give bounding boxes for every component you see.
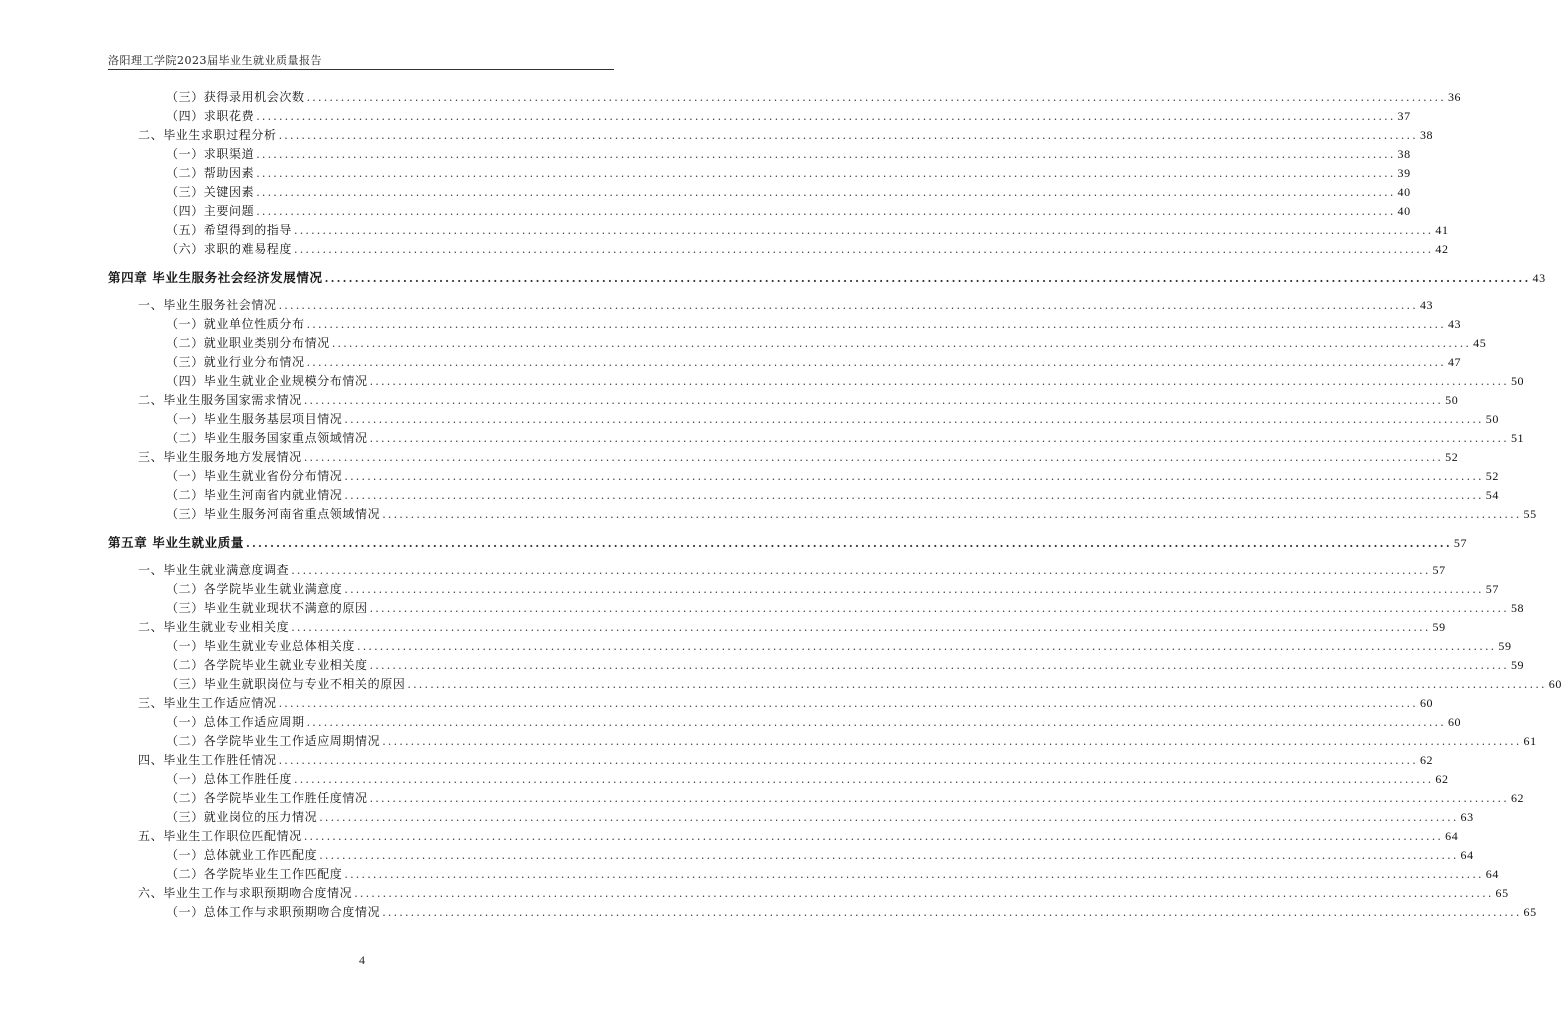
toc-entry[interactable] [166, 770, 1449, 789]
toc-entry-label: （三）毕业生就职岗位与专业不相关的原因 [166, 677, 406, 691]
toc-dot-leader: ........................................................................................................................................................................................................ [407, 678, 1547, 691]
toc-entry-label: （六）求职的难易程度 [166, 242, 293, 256]
toc-entry-label: 二、毕业生求职过程分析 [138, 128, 277, 142]
toc-dot-leader: ........................................................................................................................................................................................................ [306, 91, 1446, 104]
toc-dot-leader: ........................................................................................................................................................................................................ [256, 148, 1396, 161]
toc-dot-leader: ........................................................................................................................................................................................................ [278, 299, 1418, 312]
toc-dot-leader: ........................................................................................................................................................................................................ [303, 394, 1444, 407]
toc-entry-page: 59 [1432, 620, 1446, 634]
toc-dot-leader: ........................................................................................................................................................................................................ [382, 735, 1522, 748]
toc-dot-leader: ........................................................................................................................................................................................................ [344, 583, 1484, 596]
toc-entry-page: 57 [1453, 536, 1468, 550]
toc-entry-page: 45 [1473, 336, 1487, 350]
toc-entry-label: （一）毕业生服务基层项目情况 [166, 412, 343, 426]
toc-entry-page: 40 [1397, 204, 1411, 218]
toc-entry[interactable] [166, 675, 1562, 694]
toc-entry[interactable] [166, 353, 1462, 372]
toc-dot-leader: ........................................................................................................................................................................................................ [344, 868, 1484, 881]
toc-entry[interactable] [166, 164, 1411, 183]
toc-dot-leader: ........................................................................................................................................................................................................ [291, 621, 1431, 634]
toc-entry-page: 64 [1445, 829, 1459, 843]
toc-entry-page: 65 [1523, 905, 1537, 919]
toc-entry-label: 五、毕业生工作职位匹配情况 [138, 829, 302, 843]
toc-entry-label: （二）毕业生服务国家重点领域情况 [166, 431, 368, 445]
toc-dot-leader: ........................................................................................................................................................................................................ [382, 906, 1522, 919]
toc-entry-label: 三、毕业生工作适应情况 [138, 696, 277, 710]
toc-entry-label: 一、毕业生就业满意度调查 [138, 563, 290, 577]
toc-entry-page: 39 [1397, 166, 1411, 180]
toc-entry-page: 38 [1397, 147, 1411, 161]
toc-entry[interactable] [166, 713, 1462, 732]
toc-entry[interactable] [166, 221, 1449, 240]
toc-entry-label: （一）毕业生就业省份分布情况 [166, 469, 343, 483]
toc-entry[interactable] [166, 183, 1411, 202]
toc-entry[interactable] [166, 107, 1411, 126]
toc-dot-leader: ........................................................................................................................................................................................................ [256, 186, 1396, 199]
toc-entry-label: （一）毕业生就业专业总体相关度 [166, 639, 356, 653]
toc-entry-page: 52 [1485, 469, 1499, 483]
toc-entry-label: （三）就业行业分布情况 [166, 355, 305, 369]
toc-entry-label: （四）毕业生就业企业规模分布情况 [166, 374, 368, 388]
toc-entry[interactable] [166, 145, 1411, 164]
toc-entry-page: 43 [1447, 317, 1462, 331]
toc-entry[interactable] [166, 903, 1537, 922]
toc-entry[interactable] [166, 580, 1499, 599]
toc-entry-page: 63 [1460, 810, 1474, 824]
toc-entry[interactable] [166, 202, 1411, 221]
toc-entry[interactable] [166, 505, 1537, 524]
toc-entry-page: 40 [1397, 185, 1411, 199]
toc-entry-label: 四、毕业生工作胜任情况 [138, 753, 277, 767]
toc-entry-page: 41 [1435, 223, 1449, 237]
toc-entry[interactable] [138, 751, 1434, 770]
toc-entry[interactable] [166, 656, 1525, 675]
toc-entry-label: （五）希望得到的指导 [166, 223, 293, 237]
toc-entry-label: （一）总体就业工作匹配度 [166, 848, 318, 862]
toc-dot-leader: ........................................................................................................................................................................................................ [294, 243, 1434, 256]
running-header: 洛阳理工学院2023届毕业生就业质量报告 [108, 54, 322, 67]
toc-entry[interactable] [166, 599, 1525, 618]
toc-entry-label: （二）就业职业类别分布情况 [166, 336, 330, 350]
toc-entry-label: 一、毕业生服务社会情况 [138, 298, 277, 312]
toc-entry-page: 57 [1432, 563, 1446, 577]
toc-entry-label: （三）关键因素 [166, 185, 255, 199]
toc-dot-leader: ........................................................................................................................................................................................................ [306, 318, 1446, 331]
toc-entry-page: 60 [1548, 677, 1562, 691]
toc-entry[interactable] [138, 448, 1459, 467]
toc-entry-label: （二）各学院毕业生工作适应周期情况 [166, 734, 381, 748]
toc-dot-leader: ........................................................................................................................................................................................................ [245, 537, 1452, 550]
toc-dot-leader: ........................................................................................................................................................................................................ [357, 640, 1497, 653]
toc-entry-label: （一）就业单位性质分布 [166, 317, 305, 331]
toc-dot-leader: ........................................................................................................................................................................................................ [278, 754, 1418, 767]
toc-dot-leader: ........................................................................................................................................................................................................ [382, 508, 1522, 521]
toc-entry-label: （二）各学院毕业生工作匹配度 [166, 867, 343, 881]
toc-entry-page: 38 [1419, 128, 1434, 142]
toc-dot-leader: ........................................................................................................................................................................................................ [294, 773, 1434, 786]
toc-entry-label: 二、毕业生就业专业相关度 [138, 620, 290, 634]
toc-entry[interactable] [166, 372, 1525, 391]
toc-chapter-entry[interactable] [108, 268, 1546, 287]
toc-entry[interactable] [138, 884, 1509, 903]
toc-entry-page: 50 [1445, 393, 1459, 407]
toc-entry-page: 37 [1397, 109, 1411, 123]
toc-dot-leader: ........................................................................................................................................................................................................ [324, 272, 1531, 285]
toc-dot-leader: ........................................................................................................................................................................................................ [294, 224, 1434, 237]
toc-entry-page: 54 [1485, 488, 1499, 502]
toc-entry-page: 42 [1435, 242, 1449, 256]
toc-dot-leader: ........................................................................................................................................................................................................ [306, 716, 1446, 729]
toc-dot-leader: ........................................................................................................................................................................................................ [256, 167, 1396, 180]
toc-dot-leader: ........................................................................................................................................................................................................ [344, 413, 1484, 426]
toc-entry-page: 60 [1419, 696, 1434, 710]
toc-dot-leader: ........................................................................................................................................................................................................ [306, 356, 1446, 369]
toc-entry-page: 55 [1523, 507, 1537, 521]
toc-entry[interactable] [166, 429, 1525, 448]
toc-entry-page: 59 [1510, 658, 1525, 672]
toc-entry-label: （一）总体工作与求职预期吻合度情况 [166, 905, 381, 919]
page-number: 4 [359, 953, 365, 967]
toc-entry-page: 58 [1510, 601, 1525, 615]
toc-dot-leader: ........................................................................................................................................................................................................ [369, 602, 1509, 615]
toc-dot-leader: ........................................................................................................................................................................................................ [319, 849, 1459, 862]
toc-entry-label: （二）帮助因素 [166, 166, 255, 180]
toc-entry[interactable] [166, 789, 1525, 808]
toc-entry-label: （三）获得录用机会次数 [166, 90, 305, 104]
toc-entry[interactable] [138, 694, 1434, 713]
toc-entry[interactable] [138, 126, 1434, 145]
toc-entry[interactable] [166, 808, 1474, 827]
toc-dot-leader: ........................................................................................................................................................................................................ [256, 205, 1396, 218]
toc-entry[interactable] [138, 618, 1446, 637]
toc-entry-label: （二）各学院毕业生就业专业相关度 [166, 658, 368, 672]
header-rule [108, 69, 614, 70]
toc-entry-label: 第四章 毕业生服务社会经济发展情况 [108, 270, 323, 285]
toc-dot-leader: ........................................................................................................................................................................................................ [344, 489, 1484, 502]
toc-dot-leader: ........................................................................................................................................................................................................ [369, 659, 1509, 672]
toc-chapter-entry[interactable] [108, 533, 1468, 552]
toc-entry-page: 36 [1447, 90, 1462, 104]
toc-dot-leader: ........................................................................................................................................................................................................ [278, 129, 1418, 142]
toc-entry[interactable] [166, 334, 1487, 353]
toc-entry-label: （三）就业岗位的压力情况 [166, 810, 318, 824]
toc-dot-leader: ........................................................................................................................................................................................................ [278, 697, 1418, 710]
toc-dot-leader: ........................................................................................................................................................................................................ [331, 337, 1472, 350]
toc-dot-leader: ........................................................................................................................................................................................................ [303, 451, 1444, 464]
toc-dot-leader: ........................................................................................................................................................................................................ [303, 830, 1444, 843]
toc-entry[interactable] [166, 88, 1462, 107]
toc-entry[interactable] [138, 827, 1459, 846]
toc-entry[interactable] [166, 315, 1462, 334]
toc-entry[interactable] [166, 846, 1474, 865]
toc-entry-page: 62 [1435, 772, 1449, 786]
toc-dot-leader: ........................................................................................................................................................................................................ [369, 432, 1509, 445]
toc-entry-page: 50 [1485, 412, 1499, 426]
toc-entry-page: 64 [1460, 848, 1474, 862]
toc-dot-leader: ........................................................................................................................................................................................................ [369, 792, 1509, 805]
toc-entry-page: 65 [1495, 886, 1509, 900]
toc-entry-page: 61 [1523, 734, 1537, 748]
toc-entry[interactable] [138, 391, 1459, 410]
toc-entry-page: 43 [1419, 298, 1434, 312]
toc-dot-leader: ........................................................................................................................................................................................................ [319, 811, 1459, 824]
toc-entry-page: 64 [1485, 867, 1499, 881]
toc-entry-label: （二）毕业生河南省内就业情况 [166, 488, 343, 502]
toc-entry-label: （二）各学院毕业生就业满意度 [166, 582, 343, 596]
toc-dot-leader: ........................................................................................................................................................................................................ [354, 887, 1494, 900]
toc-entry-page: 60 [1447, 715, 1462, 729]
toc-entry-label: （四）主要问题 [166, 204, 255, 218]
toc-dot-leader: ........................................................................................................................................................................................................ [369, 375, 1509, 388]
toc-entry[interactable] [166, 486, 1499, 505]
toc-entry[interactable] [166, 467, 1499, 486]
toc-entry[interactable] [166, 240, 1449, 259]
toc-entry[interactable] [138, 561, 1446, 580]
toc-entry-page: 51 [1510, 431, 1525, 445]
toc-entry-label: 六、毕业生工作与求职预期吻合度情况 [138, 886, 353, 900]
toc-entry[interactable] [166, 732, 1537, 751]
toc-entry[interactable] [166, 410, 1499, 429]
toc-entry[interactable] [166, 865, 1499, 884]
toc-entry-label: 第五章 毕业生就业质量 [108, 535, 244, 550]
toc-entry-page: 43 [1532, 271, 1546, 285]
toc-entry-label: （四）求职花费 [166, 109, 255, 123]
toc-entry-label: （二）各学院毕业生工作胜任度情况 [166, 791, 368, 805]
toc-entry[interactable] [166, 637, 1512, 656]
toc-entry-page: 50 [1510, 374, 1525, 388]
toc-entry-label: （一）总体工作适应周期 [166, 715, 305, 729]
toc-entry-label: （三）毕业生就业现状不满意的原因 [166, 601, 368, 615]
toc-entry-page: 47 [1447, 355, 1462, 369]
toc-entry-label: （一）总体工作胜任度 [166, 772, 293, 786]
toc-dot-leader: ........................................................................................................................................................................................................ [344, 470, 1484, 483]
toc-entry-label: （三）毕业生服务河南省重点领域情况 [166, 507, 381, 521]
toc-entry-page: 57 [1485, 582, 1499, 596]
toc-entry[interactable] [138, 296, 1434, 315]
toc-dot-leader: ........................................................................................................................................................................................................ [291, 564, 1431, 577]
toc-entry-page: 52 [1445, 450, 1459, 464]
toc-entry-label: （一）求职渠道 [166, 147, 255, 161]
toc-dot-leader: ........................................................................................................................................................................................................ [256, 110, 1396, 123]
toc-entry-page: 62 [1510, 791, 1525, 805]
toc-entry-page: 59 [1498, 639, 1512, 653]
toc-entry-label: 三、毕业生服务地方发展情况 [138, 450, 302, 464]
toc-entry-label: 二、毕业生服务国家需求情况 [138, 393, 302, 407]
toc-entry-page: 62 [1419, 753, 1434, 767]
